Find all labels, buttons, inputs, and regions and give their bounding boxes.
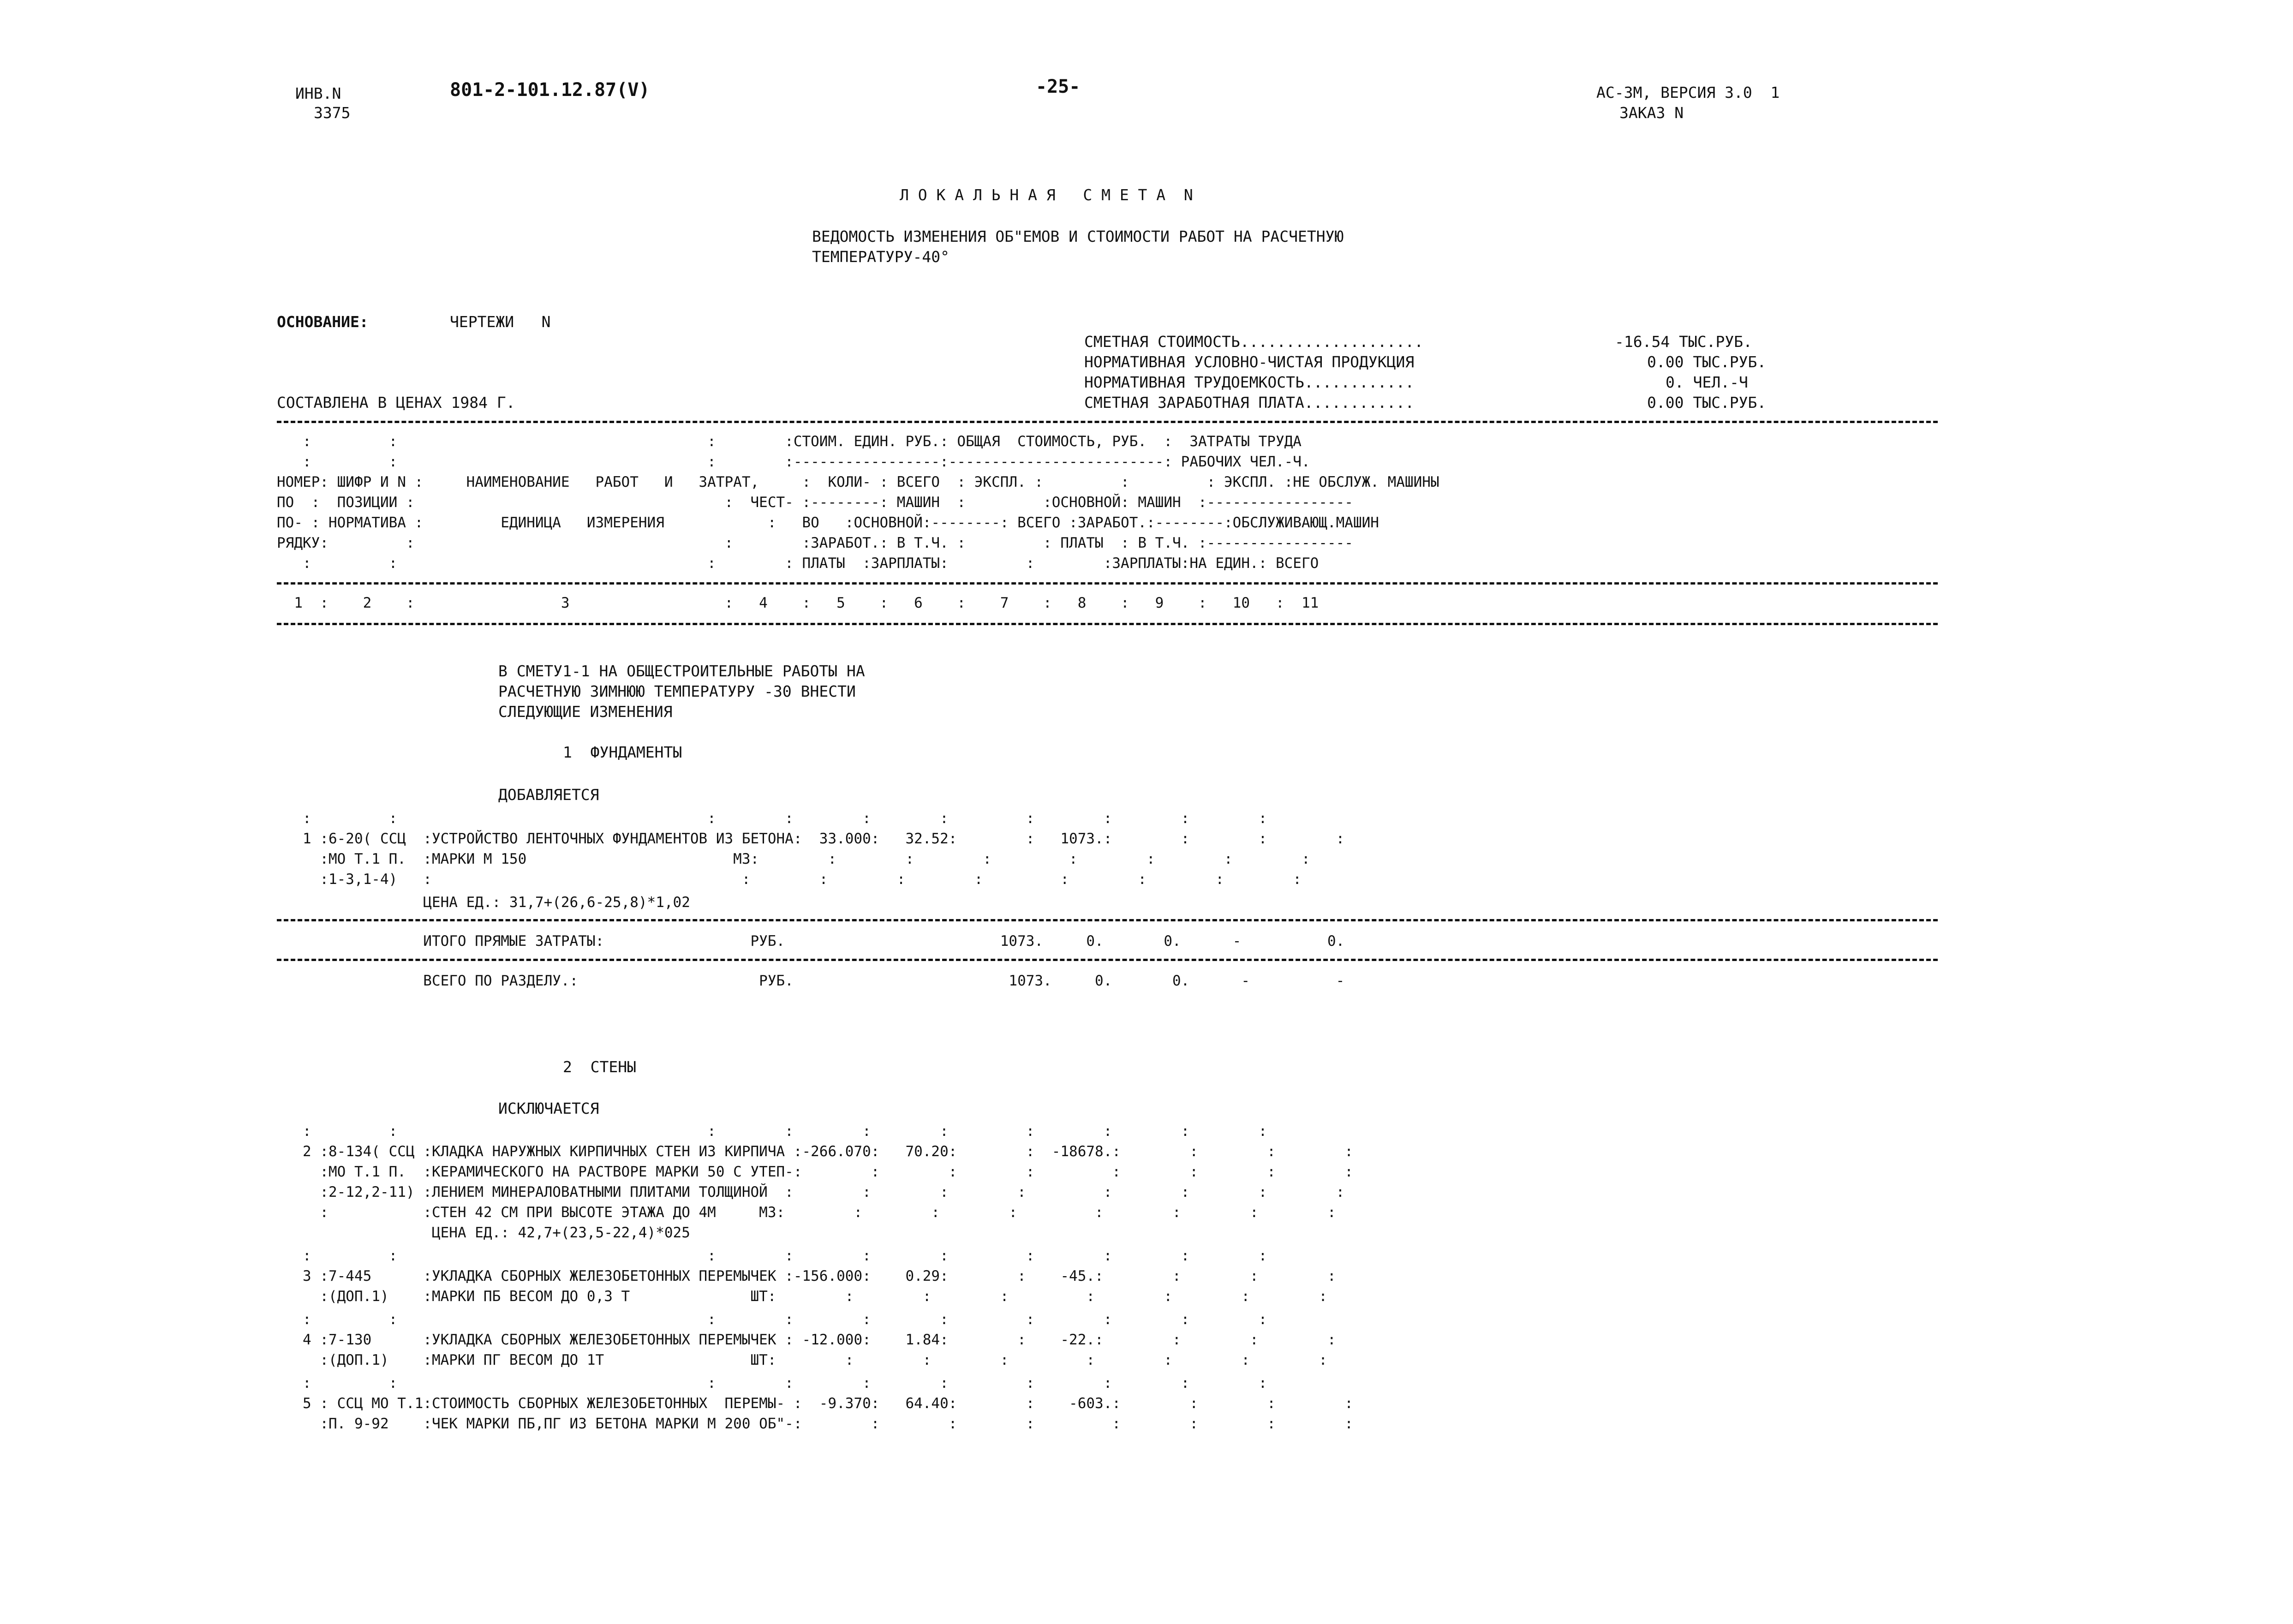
table-header-line: : : : :СТОИМ. ЕДИН. РУБ.: ОБЩАЯ СТОИМОСТЬ, РУБ. : ЗАТРАТЫ ТРУДА [277,433,1302,450]
header-bottom-rule [277,623,1938,625]
table-header-line: НОМЕР: ШИФР И N : НАИМЕНОВАНИЕ РАБОТ И ЗАТРАТ, : КОЛИ- : ВСЕГО : ЭКСПЛ. : : : ЭКСПЛ. :НЕ ОБСЛУЖ. МАШИНЫ [277,474,1439,490]
project-code: 801-2-101.12.87(V) [450,79,650,101]
inventory-number: 3375 [314,104,351,122]
table-row: :1-3,1-4) : : : : : : : : : [277,871,1302,888]
table-row: :2-12,2-11) :ЛЕНИЕМ МИНЕРАЛОВАТНЫМИ ПЛИТАМИ ТОЛЩИНОЙ : : : : : : : : [277,1184,1345,1200]
table-row: :П. 9-92 :ЧЕК МАРКИ ПБ,ПГ ИЗ БЕТОНА МАРКИ М 200 ОБ"-: : : : : : : : [277,1415,1353,1432]
table-row: : : : : : : : : : : [277,810,1267,827]
summary-value-net-production: 0.00 ТЫС.РУБ. [1647,353,1767,371]
table-header-line: : : : :-----------------:-------------------------: РАБОЧИХ ЧЕЛ.-Ч. [277,454,1310,470]
intro-line: В СМЕТУ1-1 НА ОБЩЕСТРОИТЕЛЬНЫЕ РАБОТЫ НА [498,662,865,680]
table-row: 5 : ССЦ МО Т.1:СТОИМОСТЬ СБОРНЫХ ЖЕЛЕЗОБЕТОННЫХ ПЕРЕМЫ- : -9.370: 64.40: : -603.: : : : [277,1395,1353,1412]
price-formula: ЦЕНА ЕД.: 42,7+(23,5-22,4)*025 [277,1224,690,1241]
table-row: :(ДОП.1) :МАРКИ ПБ ВЕСОМ ДО 0,3 Т ШТ: : : : : : : : [277,1288,1327,1305]
software-version: АС-3М, ВЕРСИЯ 3.0 1 [1596,84,1780,102]
table-row: 3 :7-445 :УКЛАДКА СБОРНЫХ ЖЕЛЕЗОБЕТОННЫХ ПЕРЕМЫЧЕК :-156.000: 0.29: : -45.: : : : [277,1268,1336,1284]
price-level: СОСТАВЛЕНА В ЦЕНАХ 1984 Г. [277,394,515,412]
basis-value: ЧЕРТЕЖИ N [450,313,551,331]
table-row: : :СТЕН 42 СМ ПРИ ВЫСОТЕ ЭТАЖА ДО 4М М3: : : : : : : : [277,1204,1336,1221]
table-row: 2 :8-134( ССЦ :КЛАДКА НАРУЖНЫХ КИРПИЧНЫХ СТЕН ИЗ КИРПИЧА :-266.070: 70.20: : -18678.: : : : [277,1143,1353,1160]
section-1-action: ДОБАВЛЯЕТСЯ [498,786,599,804]
table-row: :(ДОП.1) :МАРКИ ПГ ВЕСОМ ДО 1Т ШТ: : : : : : : : [277,1352,1327,1368]
table-row: : : : : : : : : : : [277,1311,1267,1328]
summary-label-wages: СМЕТНАЯ ЗАРАБОТНАЯ ПЛАТА............ [1084,394,1415,412]
table-header-line: РЯДКУ: : : :ЗАРАБОТ.: В Т.Ч. : : ПЛАТЫ : В Т.Ч. :----------------- [277,535,1353,551]
page-number: -25- [1036,76,1081,97]
table-header-line: ПО- : НОРМАТИВА : ЕДИНИЦА ИЗМЕРЕНИЯ : ВО :ОСНОВНОЙ:--------: ВСЕГО :ЗАРАБОТ.:--------:ОБСЛУЖИВАЮЩ.МАШИН [277,514,1379,531]
order-number: ЗАКАЗ N [1619,104,1684,122]
section-1-title: 1 ФУНДАМЕНТЫ [563,743,682,761]
document-subtitle-line-1: ВЕДОМОСТЬ ИЗМЕНЕНИЯ ОБ"ЕМОВ И СТОИМОСТИ РАБОТ НА РАСЧЕТНУЮ [812,227,1344,245]
summary-value-estimated-cost: -16.54 ТЫС.РУБ. [1615,333,1753,351]
total-direct-costs: ИТОГО ПРЯМЫЕ ЗАТРАТЫ: РУБ. 1073. 0. 0. - 0. [277,933,1345,949]
section-2-title: 2 СТЕНЫ [563,1058,636,1076]
summary-value-labor-intensity: 0. ЧЕЛ.-Ч [1666,373,1748,391]
table-row: :МО Т.1 П. :КЕРАМИЧЕСКОГО НА РАСТВОРЕ МАРКИ 50 С УТЕП-: : : : : : : : [277,1164,1353,1180]
table-row: 4 :7-130 :УКЛАДКА СБОРНЫХ ЖЕЛЕЗОБЕТОННЫХ ПЕРЕМЫЧЕК : -12.000: 1.84: : -22.: : : : [277,1331,1336,1348]
table-row: : : : : : : : : : : [277,1248,1267,1264]
section-1-rule [277,919,1938,921]
basis-label: ОСНОВАНИЕ: [277,313,369,331]
total-by-section: ВСЕГО ПО РАЗДЕЛУ.: РУБ. 1073. 0. 0. - - [277,973,1345,989]
summary-value-wages: 0.00 ТЫС.РУБ. [1647,394,1767,412]
intro-line: РАСЧЕТНУЮ ЗИМНЮЮ ТЕМПЕРАТУРУ -30 ВНЕСТИ [498,682,856,700]
table-header-line: : : : : ПЛАТЫ :ЗАРПЛАТЫ: : :ЗАРПЛАТЫ:НА ЕДИН.: ВСЕГО [277,555,1319,572]
table-row: :МО Т.1 П. :МАРКИ М 150 М3: : : : : : : : [277,851,1310,867]
table-row: : : : : : : : : : : [277,1375,1267,1391]
table-row: 1 :6-20( ССЦ :УСТРОЙСТВО ЛЕНТОЧНЫХ ФУНДАМЕНТОВ ИЗ БЕТОНА: 33.000: 32.52: : 1073.: : : : [277,830,1345,847]
price-formula: ЦЕНА ЕД.: 31,7+(26,6-25,8)*1,02 [277,894,690,911]
table-header-line: ПО : ПОЗИЦИИ : : ЧЕСТ- :--------: МАШИН : :ОСНОВНОЙ: МАШИН :----------------- [277,494,1353,511]
summary-label-labor-intensity: НОРМАТИВНАЯ ТРУДОЕМКОСТЬ............ [1084,373,1415,391]
intro-line: СЛЕДУЮЩИЕ ИЗМЕНЕНИЯ [498,703,673,721]
section-2-action: ИСКЛЮЧАЕТСЯ [498,1099,599,1117]
column-numbers: 1 : 2 : 3 : 4 : 5 : 6 : 7 : 8 : 9 : 10 : 11 [277,595,1319,611]
inventory-label: ИНВ.N [295,84,341,102]
document-title: Л О К А Л Ь Н А Я С М Е Т А N [900,186,1193,204]
summary-label-net-production: НОРМАТИВНАЯ УСЛОВНО-ЧИСТАЯ ПРОДУКЦИЯ [1084,353,1415,371]
table-top-rule [277,421,1938,423]
section-1-rule [277,959,1938,961]
document-subtitle-line-2: ТЕМПЕРАТУРУ-40° [812,248,950,266]
summary-label-estimated-cost: СМЕТНАЯ СТОИМОСТЬ.................... [1084,333,1424,351]
header-separator-rule [277,582,1938,585]
table-row: : : : : : : : : : : [277,1123,1267,1140]
